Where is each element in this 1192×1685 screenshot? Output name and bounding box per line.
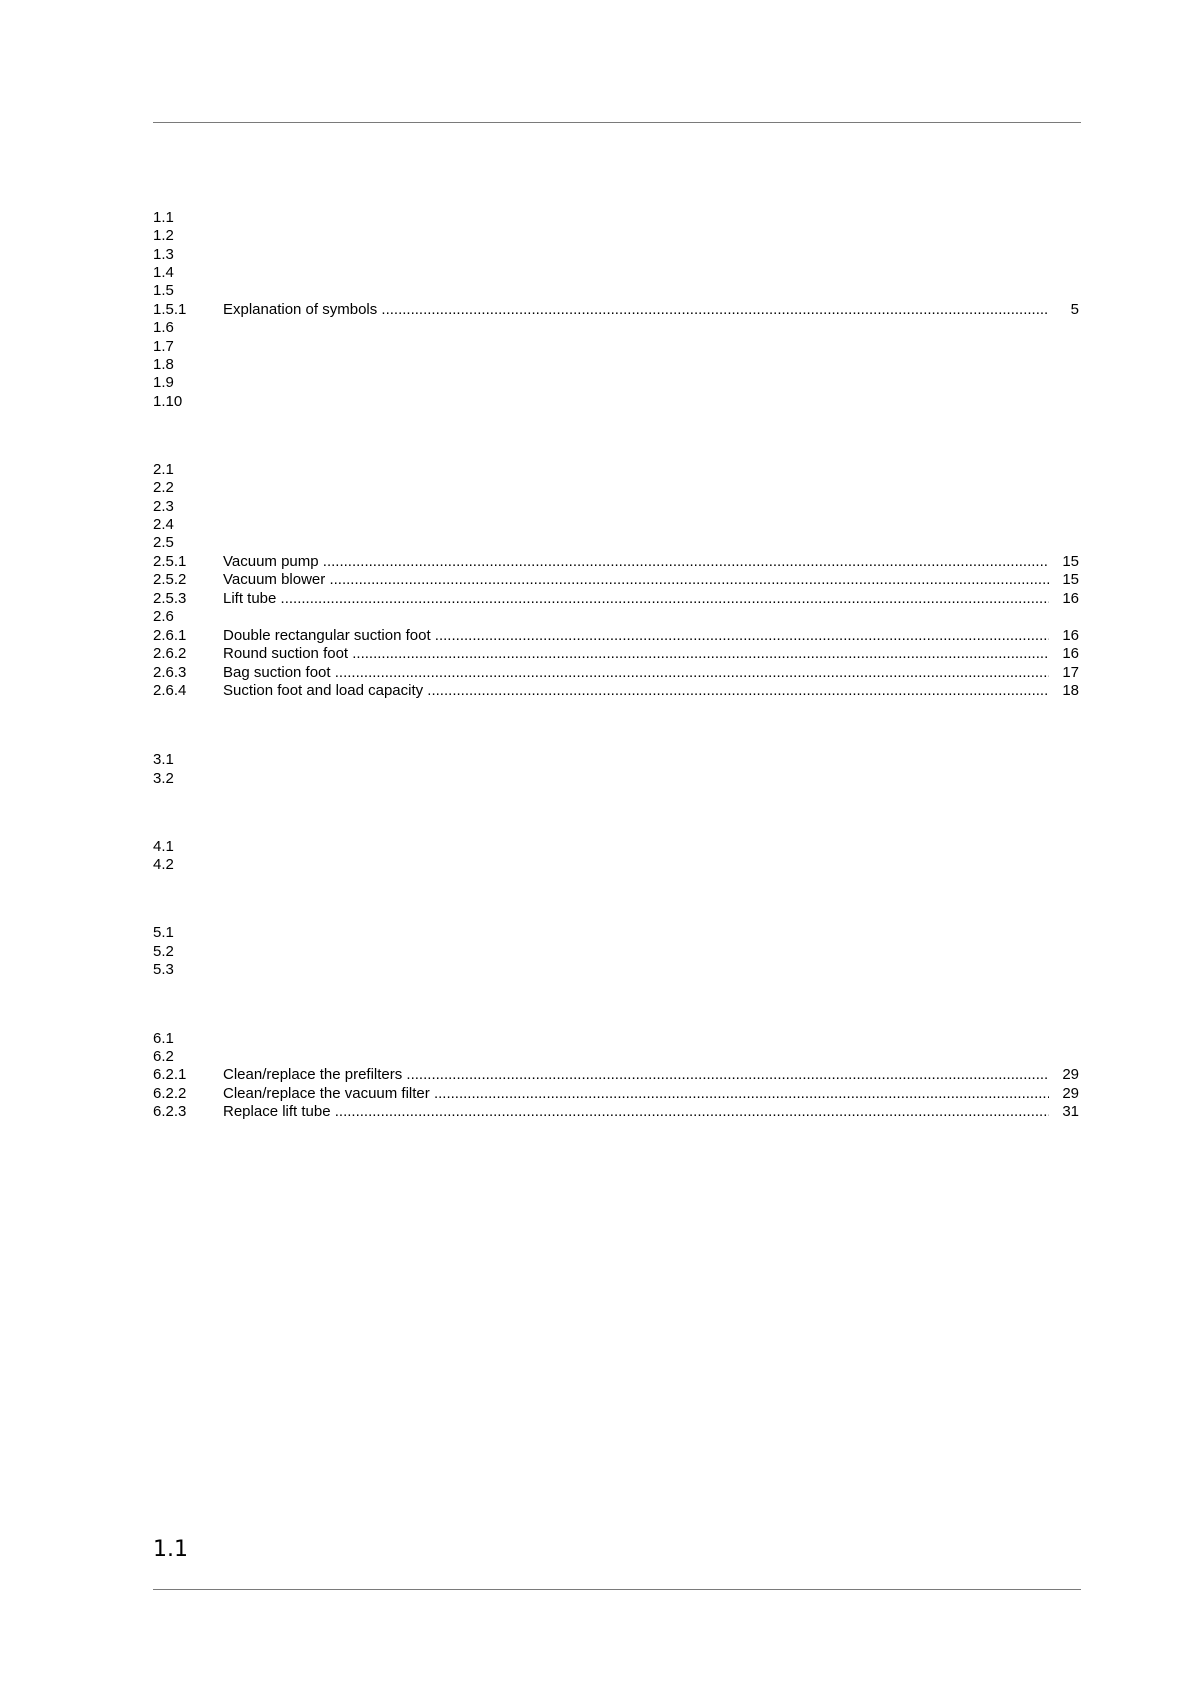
- toc-entry-number: 1.5.1: [153, 301, 187, 318]
- toc-entry[interactable]: [153, 664, 1079, 682]
- toc-number: 5.3: [153, 961, 174, 978]
- toc-entry-page: 29: [1062, 1066, 1079, 1083]
- toc-entry-number: 6.2.1: [153, 1066, 187, 1083]
- toc-number: 4.2: [153, 856, 174, 873]
- toc-entry-title: Vacuum pump .....: [223, 553, 1049, 571]
- header-rule: [153, 122, 1081, 123]
- toc-entry[interactable]: [153, 301, 1079, 319]
- toc-number: 1.2: [153, 227, 174, 244]
- toc-number: 1.8: [153, 356, 174, 373]
- toc-entry-number: 2.5.1: [153, 553, 187, 570]
- footer-rule: [153, 1589, 1081, 1590]
- toc-entry-page: 5: [1070, 301, 1079, 318]
- toc-entry-title: Suction foot and load capacity .....: [223, 682, 1049, 700]
- toc-entry-number: 2.6.3: [153, 664, 187, 681]
- toc-number: 2.3: [153, 498, 174, 515]
- toc-number: 1.1: [153, 209, 174, 226]
- toc-entry-page: 16: [1062, 590, 1079, 607]
- toc-entry-number: 2.5.3: [153, 590, 187, 607]
- toc-number: 1.7: [153, 338, 174, 355]
- toc-number: 3.2: [153, 770, 174, 787]
- toc-entry[interactable]: [153, 645, 1079, 663]
- toc-entry-title: Explanation of symbols .....: [223, 301, 1049, 319]
- toc-entry-number: 2.6.2: [153, 645, 187, 662]
- toc-number: 1.6: [153, 319, 174, 336]
- toc-number: 2.6: [153, 608, 174, 625]
- toc-entry-page: 15: [1062, 571, 1079, 588]
- toc-entry-number: 6.2.2: [153, 1085, 187, 1102]
- toc-entry[interactable]: [153, 1085, 1079, 1103]
- toc-number: 1.4: [153, 264, 174, 281]
- toc-entry[interactable]: [153, 627, 1079, 645]
- toc-entry-number: 2.6.1: [153, 627, 187, 644]
- toc-entry-title: Clean/replace the prefilters .....: [223, 1066, 1049, 1084]
- toc-entry-title: Vacuum blower .....: [223, 571, 1049, 589]
- toc-entry[interactable]: [153, 1103, 1079, 1121]
- toc-number: 5.1: [153, 924, 174, 941]
- toc-entry-number: 6.2.3: [153, 1103, 187, 1120]
- toc-entry-number: 2.6.4: [153, 682, 187, 699]
- toc-entry[interactable]: [153, 571, 1079, 589]
- toc-entry-title: Lift tube .....: [223, 590, 1049, 608]
- toc-number: 2.4: [153, 516, 174, 533]
- toc-number: 1.3: [153, 246, 174, 263]
- toc-number: 2.2: [153, 479, 174, 496]
- toc-entry[interactable]: [153, 682, 1079, 700]
- toc-entry-page: 15: [1062, 553, 1079, 570]
- toc-entry-page: 29: [1062, 1085, 1079, 1102]
- toc-entry-page: 18: [1062, 682, 1079, 699]
- toc-number: 3.1: [153, 751, 174, 768]
- toc-number: 1.5: [153, 282, 174, 299]
- toc-entry[interactable]: [153, 553, 1079, 571]
- toc-number: 6.2: [153, 1048, 174, 1065]
- toc-entry-title: Double rectangular suction foot .....: [223, 627, 1049, 645]
- toc-number: 5.2: [153, 943, 174, 960]
- toc-number: 6.1: [153, 1030, 174, 1047]
- toc-entry-number: 2.5.2: [153, 571, 187, 588]
- toc-number: 2.1: [153, 461, 174, 478]
- toc-number: 1.10: [153, 393, 183, 410]
- toc-entry-title: Clean/replace the vacuum filter .....: [223, 1085, 1049, 1103]
- toc-entry-page: 31: [1062, 1103, 1079, 1120]
- toc-entry[interactable]: [153, 590, 1079, 608]
- toc-entry-title: Round suction foot .....: [223, 645, 1049, 663]
- toc-entry-page: 17: [1062, 664, 1079, 681]
- toc-entry-title: Bag suction foot .....: [223, 664, 1049, 682]
- footer-section-number: 1.1: [153, 1537, 188, 1562]
- toc-entry-page: 16: [1062, 627, 1079, 644]
- toc-number: 4.1: [153, 838, 174, 855]
- toc-entry-page: 16: [1062, 645, 1079, 662]
- toc-number: 2.5: [153, 534, 174, 551]
- toc-entry[interactable]: [153, 1066, 1079, 1084]
- toc-entry-title: Replace lift tube .....: [223, 1103, 1049, 1121]
- toc-number: 1.9: [153, 374, 174, 391]
